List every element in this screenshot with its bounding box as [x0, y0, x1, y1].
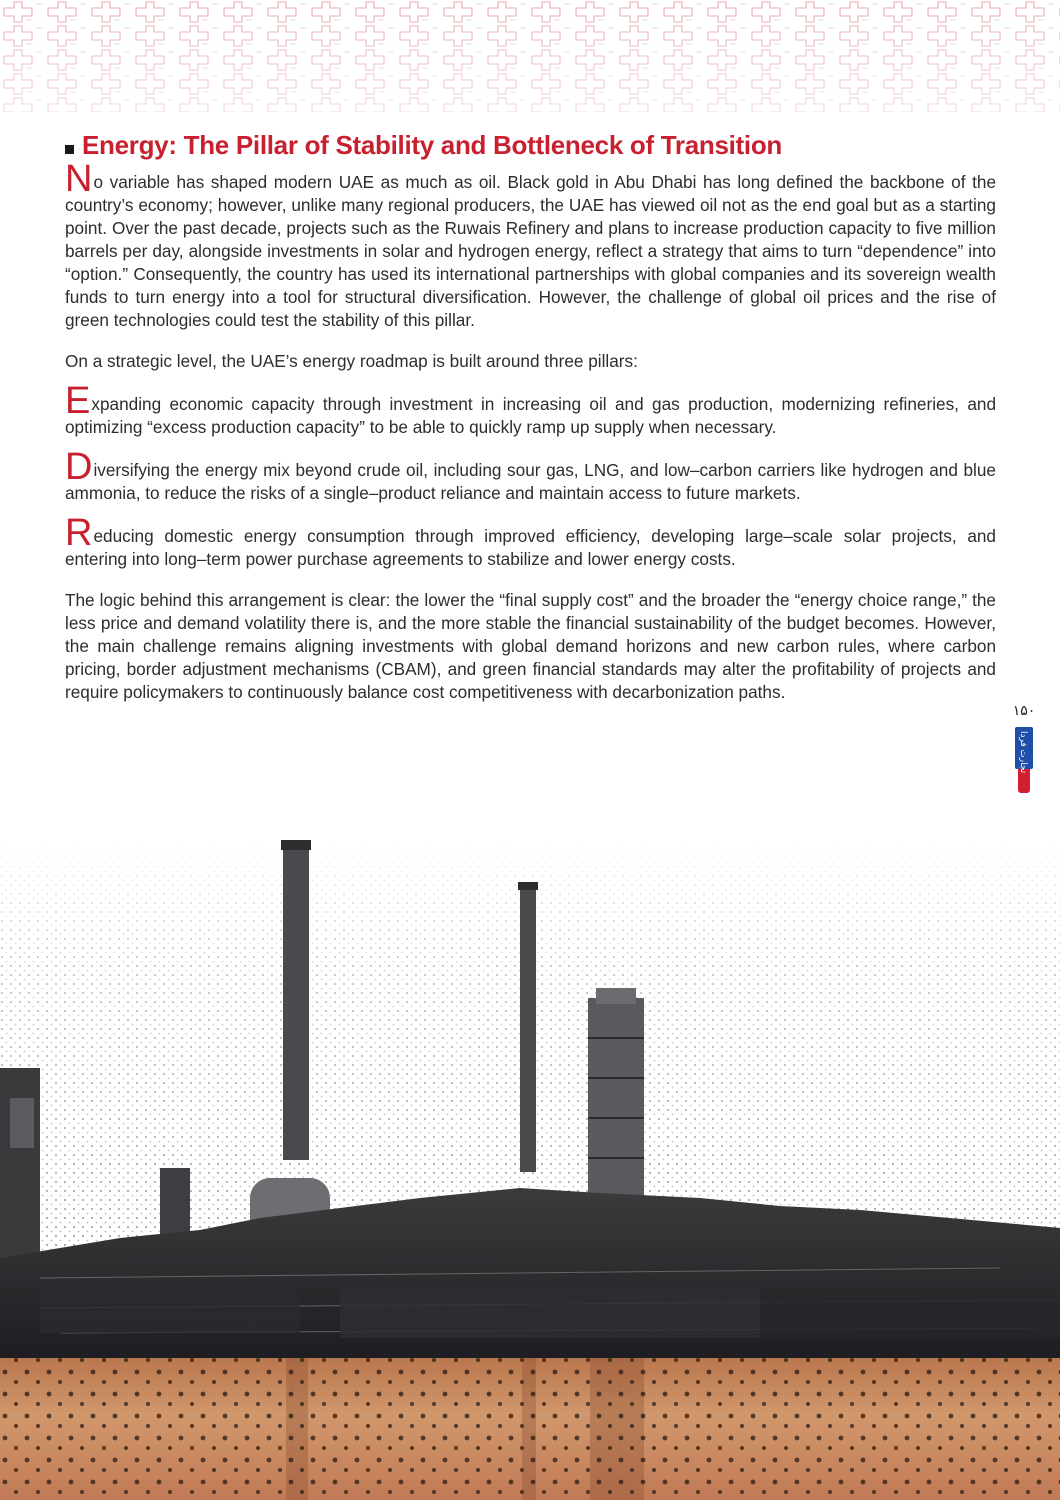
- paragraph-logic: [65, 589, 996, 704]
- section-title-text: Energy: The Pillar of Stability and Bottleneck of Transition: [82, 130, 782, 160]
- magazine-logo: [1015, 727, 1033, 793]
- paragraph-intro: [65, 158, 996, 332]
- paragraph-strategic: [65, 350, 996, 373]
- paragraph-text: o variable has shaped modern UAE as much as oil. Black gold in Abu Dhabi has long defined the backbone of the country’s economy; however, unlike many regional producers, the UAE has viewed oil not as the end goal but as a starting point. Over the past decade, projects such as the Ruwais Refinery and plans to increase production capacity to five million barrels per day, alongside investments in solar and hydrogen energy, reflect a strategy that aims to turn “dependence” into “option.” Consequently, the country has used its international partnerships with global companies and its sovereign wealth funds to turn energy into a tool for structural diversification. However, the challenge of global oil prices and the rise of green technologies could test the stability of this pillar.: [65, 172, 996, 330]
- paragraph-text: On a strategic level, the UAE’s energy roadmap is built around three pillars:: [65, 351, 638, 371]
- page-number: ۱۵۰: [1012, 702, 1036, 718]
- paragraph-pillar-reducing: [65, 512, 996, 571]
- section-title: [65, 130, 996, 161]
- title-bullet-icon: [65, 145, 74, 154]
- paragraph-text: educing domestic energy consumption through improved efficiency, developing large–scale solar projects, and entering into long–term power purchase agreements to stabilize and lower energy costs.: [65, 526, 996, 569]
- dropcap: N: [65, 158, 93, 200]
- dropcap: D: [65, 446, 93, 488]
- paragraph-text: xpanding economic capacity through investment in increasing oil and gas production, modernizing refineries, and optimizing “excess production capacity” to be able to quickly ramp up supply when necessary.: [65, 394, 996, 437]
- logo-text: تجارت فردا: [1019, 731, 1029, 774]
- dropcap: E: [65, 380, 91, 422]
- refinery-photo: [0, 838, 1060, 1500]
- article: [65, 130, 996, 722]
- paragraph-text: The logic behind this arrangement is clear: the lower the “final supply cost” and the broader the “energy choice range,” the less price and demand volatility there is, and the more stable the financial sustainability of the budget becomes. However, the main challenge remains aligning investments with global demand horizons and new carbon rules, where carbon pricing, border adjustment mechanisms (CBAM), and green financial standards may alter the profitability of projects and require policymakers to continuously balance cost competitiveness with decarbonization paths.: [65, 590, 996, 702]
- paragraph-pillar-diversifying: [65, 446, 996, 505]
- paragraph-text: iversifying the energy mix beyond crude oil, including sour gas, LNG, and low–carbon carriers like hydrogen and blue ammonia, to reduce the risks of a single–product reliance and maintain access to future markets.: [65, 460, 996, 503]
- header-pattern: [0, 0, 1060, 112]
- page-side-tab: [1012, 702, 1036, 793]
- dropcap: R: [65, 512, 93, 554]
- paragraph-pillar-expanding: [65, 380, 996, 439]
